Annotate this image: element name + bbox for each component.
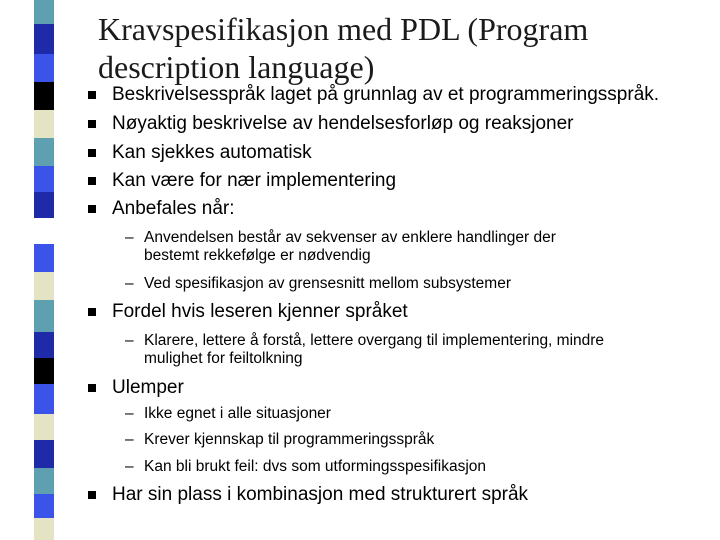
strip-block	[34, 82, 54, 110]
dash-bullet: –	[125, 332, 134, 349]
sub-bullet-text: Ikke egnet i alle situasjoner	[144, 405, 331, 422]
square-bullet-icon	[88, 91, 96, 99]
bullet-text: Fordel hvis leseren kjenner språket	[112, 301, 408, 322]
strip-block	[34, 192, 54, 218]
dash-bullet: –	[125, 405, 134, 422]
strip-block	[34, 518, 54, 540]
dash-bullet: –	[125, 229, 134, 246]
strip-block	[34, 110, 54, 138]
sub-bullet-text: bestemt rekkefølge er nødvendig	[144, 247, 371, 264]
decorative-color-strip	[0, 0, 60, 540]
strip-block	[34, 468, 54, 494]
slide-title-line-1: Kravspesifikasjon med PDL (Program	[98, 11, 589, 47]
strip-block	[34, 358, 54, 384]
strip-block	[34, 166, 54, 192]
square-bullet-icon	[88, 149, 96, 157]
bullet-text: Anbefales når:	[112, 198, 235, 219]
sub-bullet-text: Krever kjennskap til programmeringsspråk	[144, 431, 435, 448]
bullet-text: Beskrivelsesspråk laget på grunnlag av et programmeringsspråk.	[112, 84, 660, 105]
square-bullet-icon	[88, 205, 96, 213]
strip-block	[34, 0, 54, 24]
strip-block	[34, 24, 54, 54]
dash-bullet: –	[125, 275, 134, 292]
bullet-text: Nøyaktig beskrivelse av hendelsesforløp og reaksjoner	[112, 113, 574, 134]
strip-block	[34, 414, 54, 440]
slide-title-line-2: description language)	[98, 49, 375, 85]
strip-block	[34, 332, 54, 358]
sub-bullet-text: Klarere, lettere å forstå, lettere overgang til implementering, mindre	[144, 332, 605, 349]
strip-block	[34, 54, 54, 82]
strip-block	[34, 218, 54, 244]
square-bullet-icon	[88, 308, 96, 316]
sub-bullet-text: Ved spesifikasjon av grensesnitt mellom subsystemer	[144, 275, 511, 292]
strip-block	[34, 494, 54, 518]
strip-block	[34, 384, 54, 414]
square-bullet-icon	[88, 491, 96, 499]
dash-bullet: –	[125, 431, 134, 448]
bullet-text: Kan være for nær implementering	[112, 170, 397, 191]
strip-block	[34, 138, 54, 166]
bullet-text: Har sin plass i kombinasjon med strukturert språk	[112, 484, 529, 505]
bullet-text: Ulemper	[112, 377, 184, 398]
strip-block	[34, 272, 54, 300]
sub-bullet-text: Kan bli brukt feil: dvs som utformingsspesifikasjon	[144, 458, 487, 475]
strip-block	[34, 300, 54, 332]
bullet-text: Kan sjekkes automatisk	[112, 142, 312, 163]
square-bullet-icon	[88, 177, 96, 185]
dash-bullet: –	[125, 458, 134, 475]
square-bullet-icon	[88, 120, 96, 128]
strip-block	[34, 244, 54, 272]
slide-title	[98, 10, 698, 86]
square-bullet-icon	[88, 384, 96, 392]
sub-bullet-text: Anvendelsen består av sekvenser av enklere handlinger der	[144, 229, 556, 246]
sub-bullet-text: mulighet for feiltolkning	[144, 350, 303, 367]
strip-block	[34, 440, 54, 468]
